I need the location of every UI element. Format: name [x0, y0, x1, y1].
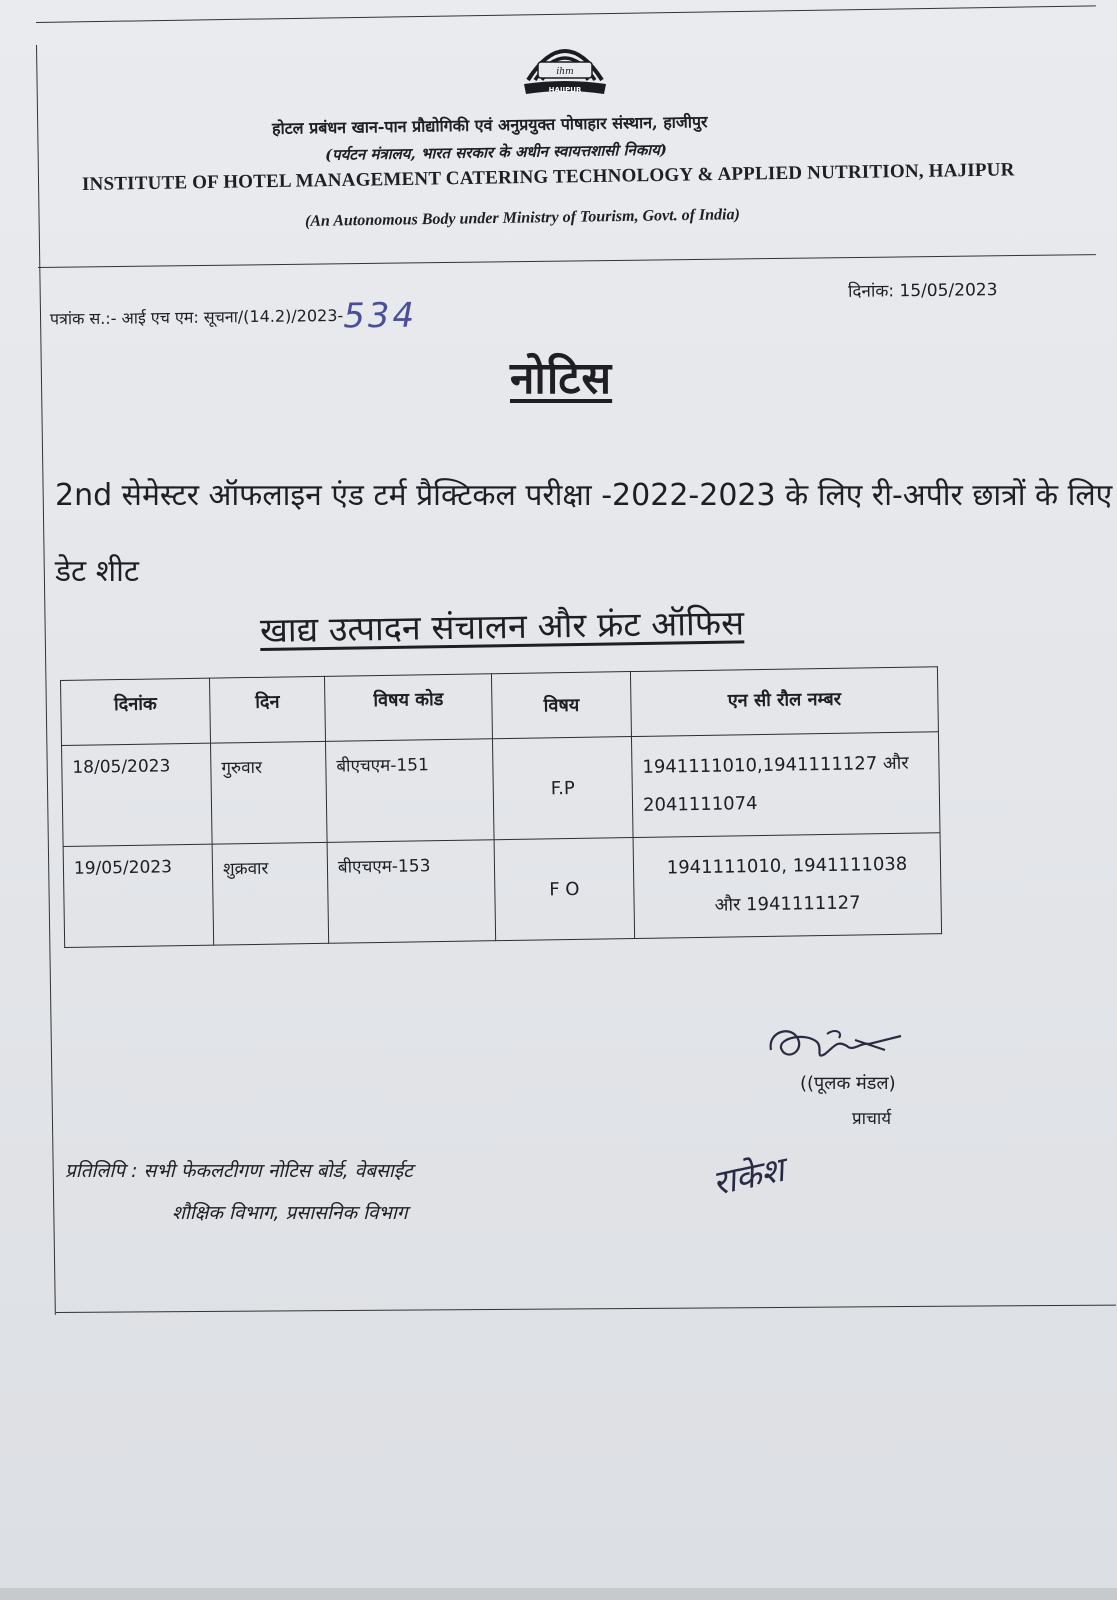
roll-numbers-line: 2041111074: [642, 793, 758, 816]
principal-signature: [765, 1020, 905, 1072]
roll-numbers-line: 1941111010,1941111127 और: [642, 752, 909, 778]
date-sheet-table: [60, 666, 942, 948]
reference-number: [50, 296, 418, 340]
column-header-date: दिनांक: [61, 678, 211, 745]
cell-code: बीएचएम-151: [325, 739, 494, 843]
department-heading: खाद्य उत्पादन संचालन और फ्रंट ऑफिस: [259, 603, 745, 651]
notice-date: दिनांक: 15/05/2023: [847, 280, 998, 302]
background-strip: [0, 1588, 1117, 1600]
cell-roll-numbers: [633, 833, 942, 939]
column-header-code: विषय कोड: [324, 674, 492, 742]
reference-label: पत्रांक स.:- आई एच एम: सूचना/(14.2)/2023-: [49, 305, 344, 329]
table-row: [63, 833, 941, 948]
signatory-designation: प्राचार्य: [852, 1109, 892, 1129]
roll-numbers-line: 1941111010, 1941111038: [666, 853, 908, 879]
cell-roll-numbers: [631, 732, 940, 838]
cell-date: 18/05/2023: [62, 743, 213, 846]
cell-date: 19/05/2023: [63, 844, 214, 947]
institute-name-english: INSTITUTE OF HOTEL MANAGEMENT CATERING TECHNOLOGY & APPLIED NUTRITION, HAJIPUR: [81, 159, 1015, 195]
column-header-subject: विषय: [491, 672, 631, 739]
signatory-name: ((पूलक मंडल): [800, 1073, 896, 1094]
institute-subtitle-hindi: (पर्यटन मंत्रालय, भारत सरकार के अधीन स्वायत्तशासी निकाय): [324, 140, 668, 164]
cell-code: बीएचएम-153: [327, 840, 496, 944]
table-row: [62, 732, 940, 847]
institute-name-hindi: होटल प्रबंधन खान-पान प्रौद्योगिकी एवं अनुप्रयुक्त पोषाहार संस्थान, हाजीपुर: [271, 112, 708, 138]
copy-to-line-1: प्रतिलिपि : सभी फेकलटीगण नोटिस बोर्ड, वेबसाईट: [65, 1160, 413, 1182]
cell-day: गुरुवार: [211, 741, 328, 844]
notice-title: नोटिस: [510, 353, 613, 404]
svg-text:ihm: ihm: [556, 67, 574, 77]
handwritten-initials: राकेश: [709, 1149, 788, 1204]
column-header-day: दिन: [209, 676, 325, 743]
institute-subtitle-english: (An Autonomous Body under Ministry of Tourism, Govt. of India): [304, 206, 740, 230]
cell-subject: F.P: [492, 737, 633, 840]
cell-day: शुक्रवार: [212, 842, 329, 945]
notice-subject: 2nd सेमेस्टर ऑफलाइन एंड टर्म प्रैक्टिकल परीक्षा -2022-2023 के लिए री-अपीर छात्रों के लिए डेट शीट: [55, 478, 1113, 589]
column-header-roll-numbers: एन सी रौल नम्बर: [630, 667, 938, 737]
copy-to-line-2: शौक्षिक विभाग, प्रसासनिक विभाग: [172, 1202, 408, 1224]
institute-logo: [520, 34, 610, 96]
cell-subject: F O: [494, 838, 635, 941]
roll-numbers-line: और 1941111127: [714, 892, 861, 916]
reference-handwritten-number: 534: [342, 295, 418, 337]
logo-text: HAJIPUR: [548, 86, 582, 94]
